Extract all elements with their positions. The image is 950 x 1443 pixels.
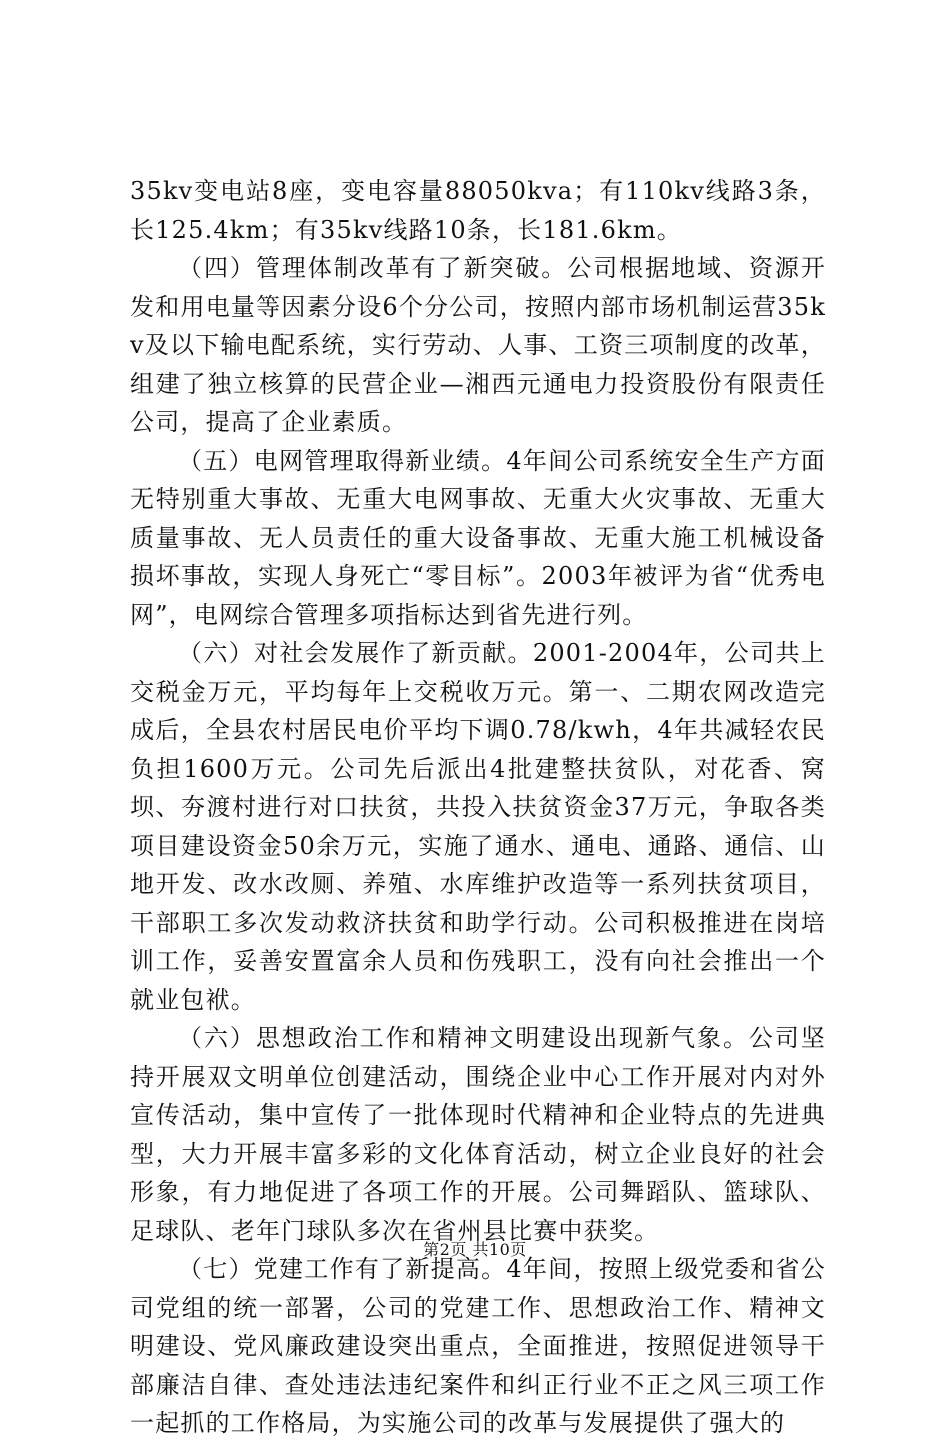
paragraph-management-reform: （四）管理体制改革有了新突破。公司根据地域、资源开发和用电量等因素分设6个分公司，按照内部市场机制运营35kv及以下输电配系统，实行劳动、人事、工资三项制度的改革，组建了独立核算的民营企业—湘西元通电力投资股份有限责任公司，提高了企业素质。 [130,254,826,436]
paragraph-continuation: 35kv变电站8座，变电容量88050kva；有110kv线路3条，长125.4km；有35kv线路10条，长181.6km。 [130,177,826,244]
paragraph-party-building: （七）党建工作有了新提高。4年间，按照上级党委和省公司党组的统一部署，公司的党建工作、思想政治工作、精神文明建设、党风廉政建设突出重点，全面推进，按照促进领导干部廉洁自律、查处违法违纪案件和纠正行业不正之风三项工作一起抓的工作格局，为实施公司的改革与发展提供了强大的 [130,1255,826,1437]
paragraph-ideological-work: （六）思想政治工作和精神文明建设出现新气象。公司坚持开展双文明单位创建活动，围绕企业中心工作开展对内对外宣传活动，集中宣传了一批体现时代精神和企业特点的先进典型，大力开展丰富多彩的文化体育活动，树立企业良好的社会形象，有力地促进了各项工作的开展。公司舞蹈队、篮球队、足球队、老年门球队多次在省州县比赛中获奖。 [130,1024,826,1245]
paragraph-grid-management: （五）电网管理取得新业绩。4年间公司系统安全生产方面无特别重大事故、无重大电网事故、无重大火灾事故、无重大质量事故、无人员责任的重大设备事故、无重大施工机械设备损坏事故，实现人身死亡“零目标”。2003年被评为省“优秀电网”，电网综合管理多项指标达到省先进行列。 [130,446,826,629]
paragraph-social-contribution: （六）对社会发展作了新贡献。2001-2004年，公司共上交税金万元，平均每年上交税收万元。第一、二期农网改造完成后，全县农村居民电价平均下调0.78/kwh，4年共减轻农民负担1600万元。公司先后派出4批建整扶贫队，对花香、窝坝、夯渡村进行对口扶贫，共投入扶贫资金37万元，争取各类项目建设资金50余万元，实施了通水、通电、通路、通信、山地开发、改水改厕、养殖、水库维护改造等一系列扶贫项目，干部职工多次发动救济扶贫和助学行动。公司积极推进在岗培训工作，妥善安置富余人员和伤残职工，没有向社会推出一个就业包袱。 [130,639,826,1014]
page-number-footer: 第2页 共10页 [423,1240,527,1259]
